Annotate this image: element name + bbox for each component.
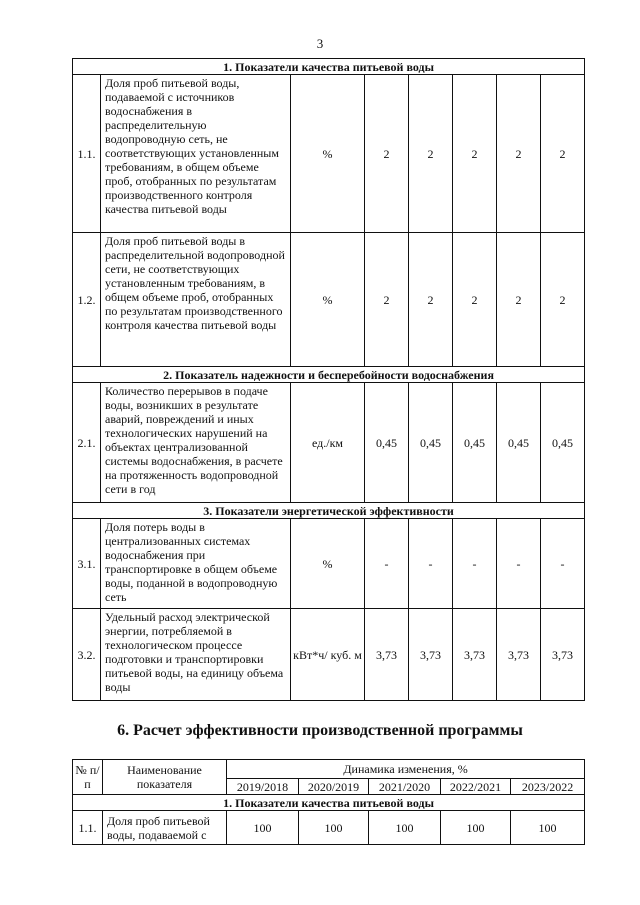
dynamics-header: Динамика изменения, % — [227, 760, 585, 779]
efficiency-row — [73, 811, 585, 845]
indicator-value: - — [497, 519, 541, 609]
indicator-value: 2 — [453, 233, 497, 367]
indicator-value: 100 — [511, 811, 585, 845]
row-number: 3.1. — [73, 519, 101, 609]
indicator-value: 100 — [299, 811, 369, 845]
name-header: Наименование показателя — [103, 760, 227, 795]
indicator-value: 3,73 — [409, 609, 453, 701]
period-header: 2020/2019 — [299, 779, 369, 795]
indicator-value: 2 — [497, 75, 541, 233]
unit: кВт*ч/ куб. м — [291, 609, 365, 701]
indicator-value: 3,73 — [541, 609, 585, 701]
indicator-name: Удельный расход электрической энергии, потребляемой в технологическом процессе подготовки и транспортировки питьевой воды, на единицу объема воды — [101, 609, 291, 701]
indicator-value: 3,73 — [365, 609, 409, 701]
indicator-row — [73, 75, 585, 233]
indicator-value: 0,45 — [453, 383, 497, 503]
indicator-value: 0,45 — [541, 383, 585, 503]
row-number: 1.1. — [73, 811, 103, 845]
section-row — [73, 367, 585, 383]
indicator-value: 0,45 — [409, 383, 453, 503]
indicator-value: 2 — [409, 75, 453, 233]
indicator-value: 100 — [227, 811, 299, 845]
indicator-value: 100 — [369, 811, 441, 845]
efficiency-section-row — [73, 795, 585, 811]
indicator-value: 0,45 — [497, 383, 541, 503]
indicator-value: 2 — [453, 75, 497, 233]
period-header: 2023/2022 — [511, 779, 585, 795]
unit: % — [291, 75, 365, 233]
indicator-value: - — [409, 519, 453, 609]
section-heading: 6. Расчет эффективности производственной программы — [117, 722, 523, 739]
indicator-name: Доля проб питьевой воды, подаваемой с — [103, 811, 227, 845]
indicators-body — [73, 59, 585, 701]
indicator-value: 2 — [365, 233, 409, 367]
indicator-name: Доля проб питьевой воды в распределительной водопроводной сети, не соответствующих установленным требованиям, в общем объеме проб, отобранных по результатам производственного контроля качества питьевой воды — [101, 233, 291, 367]
row-number: 1.1. — [73, 75, 101, 233]
indicator-row — [73, 383, 585, 503]
num-header: № п/п — [73, 760, 103, 795]
indicator-value: 2 — [541, 233, 585, 367]
row-number: 1.2. — [73, 233, 101, 367]
section-title: 2. Показатель надежности и бесперебойности водоснабжения — [73, 367, 585, 383]
efficiency-body — [73, 760, 585, 845]
indicator-value: 0,45 — [365, 383, 409, 503]
indicator-value: - — [365, 519, 409, 609]
unit: % — [291, 519, 365, 609]
efficiency-header-row — [73, 760, 585, 779]
efficiency-section-title: 1. Показатели качества питьевой воды — [73, 795, 585, 811]
period-header: 2019/2018 — [227, 779, 299, 795]
row-number: 3.2. — [73, 609, 101, 701]
indicator-value: - — [541, 519, 585, 609]
section-title: 1. Показатели качества питьевой воды — [73, 59, 585, 75]
page-number: 3 — [316, 36, 324, 51]
indicator-name: Доля проб питьевой воды, подаваемой с источников водоснабжения в распределительную водопроводную сеть, не соответствующих установленным требованиям, в общем объеме проб, отобранных по результатам производственного контроля качества питьевой воды — [101, 75, 291, 233]
indicator-value: 100 — [441, 811, 511, 845]
period-header: 2021/2020 — [369, 779, 441, 795]
efficiency-table — [72, 759, 585, 845]
indicator-value: 3,73 — [453, 609, 497, 701]
indicator-value: 2 — [541, 75, 585, 233]
indicator-row — [73, 609, 585, 701]
indicator-row — [73, 519, 585, 609]
period-header: 2022/2021 — [441, 779, 511, 795]
row-number: 2.1. — [73, 383, 101, 503]
indicator-value: 2 — [409, 233, 453, 367]
indicator-name: Доля потерь воды в централизованных системах водоснабжения при транспортировке в общем объеме воды, поданной в водопроводную сеть — [101, 519, 291, 609]
unit: ед./км — [291, 383, 365, 503]
section-row — [73, 503, 585, 519]
indicator-value: 2 — [365, 75, 409, 233]
indicator-value: 3,73 — [497, 609, 541, 701]
indicator-name: Количество перерывов в подаче воды, возникших в результате аварий, повреждений и иных технологических нарушений на объектах централизованной системы водоснабжения, в расчете на протяженность водопроводной сети в год — [101, 383, 291, 503]
indicator-row — [73, 233, 585, 367]
indicator-value: 2 — [497, 233, 541, 367]
section-title: 3. Показатели энергетической эффективности — [73, 503, 585, 519]
unit: % — [291, 233, 365, 367]
section-row — [73, 59, 585, 75]
indicators-table — [72, 58, 585, 701]
indicator-value: - — [453, 519, 497, 609]
